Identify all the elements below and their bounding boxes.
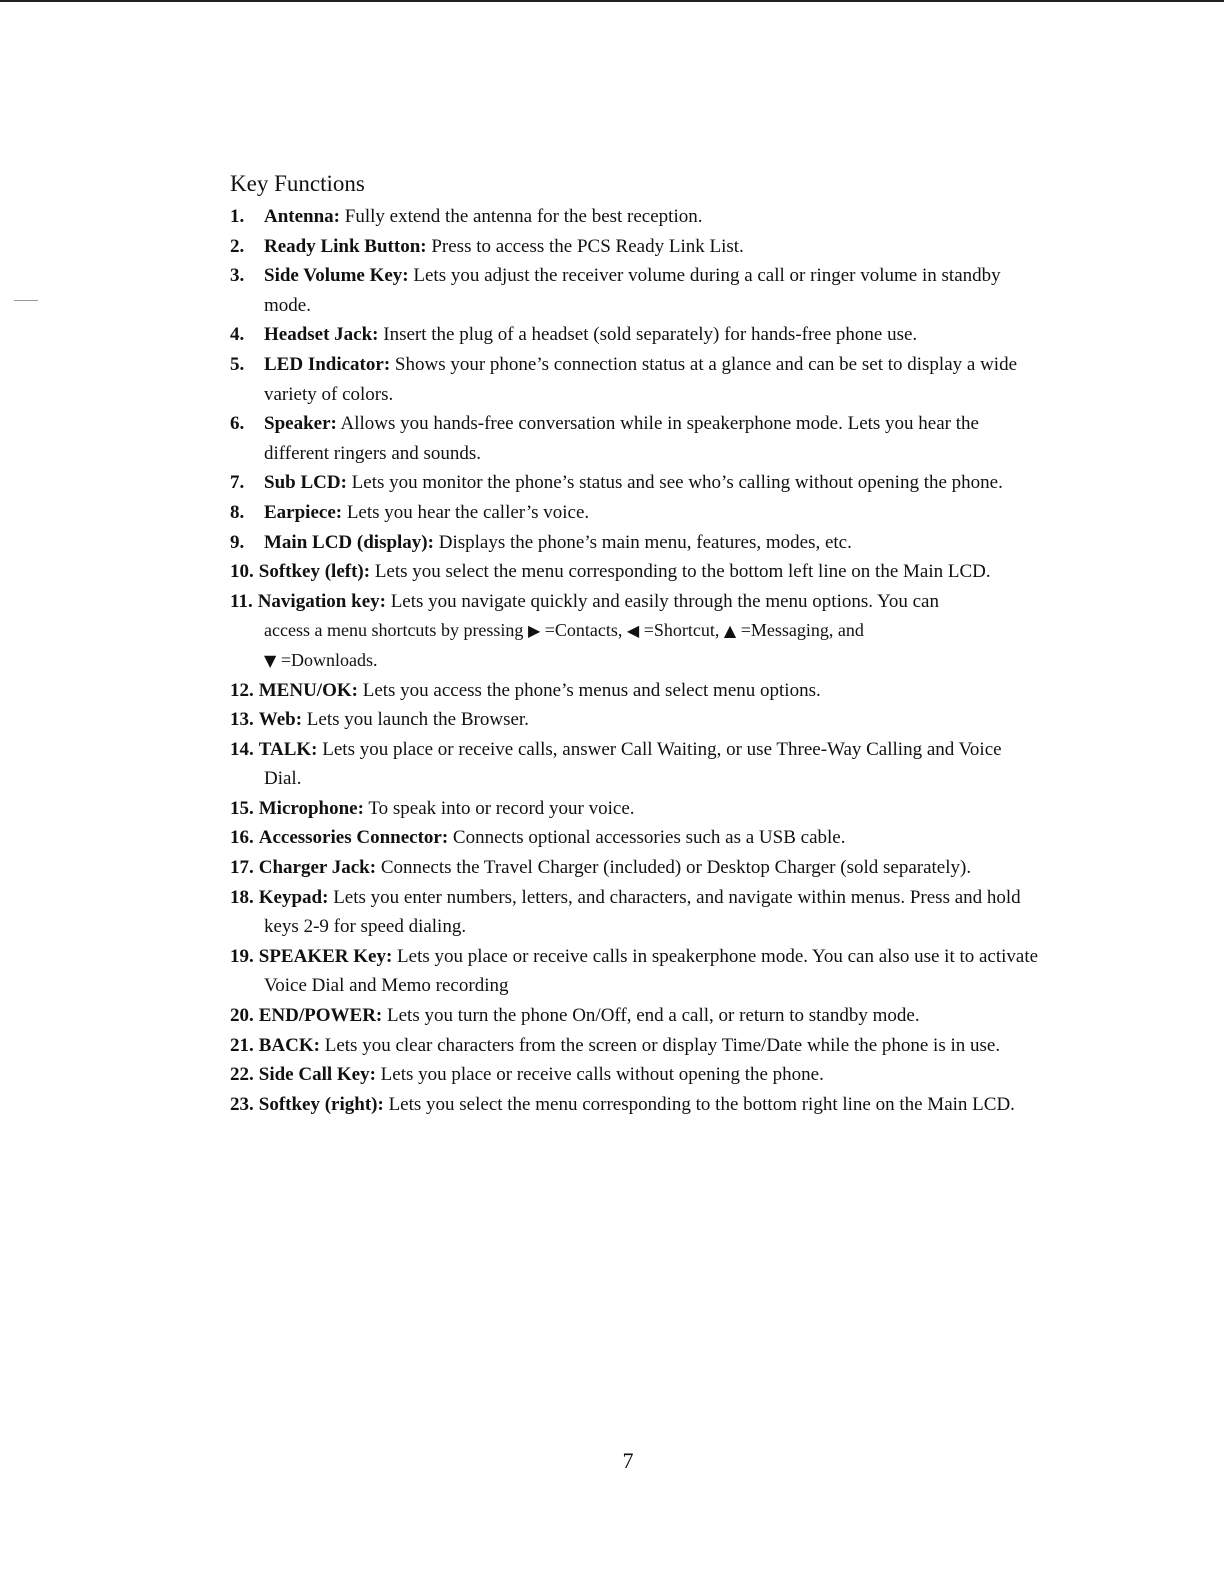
item-term: Sub LCD: — [264, 472, 347, 494]
top-rule — [0, 0, 1224, 2]
item-text: Shows your phone’s connection status at a glance and can be set to display a wide variety of colors. — [264, 353, 1017, 405]
page-number: 7 — [622, 1448, 634, 1473]
item-number: 15. — [230, 797, 254, 819]
list-item — [230, 1060, 1040, 1090]
list-item — [230, 409, 1040, 468]
item-text: To speak into or record your voice. — [363, 797, 635, 819]
item-text: Lets you enter numbers, letters, and characters, and navigate within menus. Press and hold keys 2-9 for speed dialing. — [264, 886, 1021, 938]
list-item — [230, 676, 1040, 706]
item-text: Lets you turn the phone On/Off, end a call, or return to standby mode. — [382, 1005, 920, 1027]
list-item — [230, 1090, 1040, 1120]
list-item — [230, 883, 1040, 942]
item-number: 6. — [230, 413, 245, 435]
item-term: Side Volume Key: — [264, 265, 409, 287]
up-arrow-icon: ▲ — [723, 621, 737, 641]
shortcut-up-label: =Messaging, and — [740, 620, 864, 641]
item-number: 1. — [230, 206, 245, 227]
shortcut-left-label: =Shortcut, — [643, 620, 720, 641]
item-text: Lets you select the menu corresponding to the bottom right line on the Main LCD. — [383, 1093, 1015, 1115]
item-term: Accessories Connector: — [258, 827, 449, 849]
item-text: Lets you place or receive calls, answer Call Waiting, or use Three-Way Calling and Voice Dial. — [264, 738, 1002, 790]
item-text: Lets you hear the caller’s voice. — [342, 501, 590, 523]
list-item — [230, 498, 1040, 528]
right-arrow-icon: ▶ — [527, 621, 541, 641]
item-term: Antenna: — [264, 206, 341, 227]
down-arrow-icon: ▼ — [264, 650, 277, 670]
item-term: Web: — [258, 709, 303, 731]
list-item — [230, 735, 1040, 794]
item-number: 20. — [230, 1005, 254, 1027]
item-number: 5. — [230, 353, 245, 375]
list-item — [230, 794, 1040, 824]
list-item — [230, 942, 1040, 1001]
item-text: Lets you monitor the phone’s status and see who’s calling without opening the phone. — [346, 472, 1003, 494]
list-item — [230, 261, 1040, 320]
item-text: Lets you navigate quickly and easily through the menu options. You can — [385, 590, 939, 612]
page-content — [230, 170, 1040, 1119]
item-number: 2. — [230, 235, 245, 257]
list-item — [230, 853, 1040, 883]
item-term: Main LCD (display): — [264, 531, 434, 553]
item-text: Lets you clear characters from the screen or display Time/Date while the phone is in use. — [319, 1034, 1001, 1056]
item-text: Connects optional accessories such as a USB cable. — [448, 827, 846, 849]
item-text: Lets you launch the Browser. — [302, 709, 529, 731]
item-number: 23. — [230, 1093, 254, 1115]
shortcut-right-label: =Contacts, — [544, 620, 623, 641]
item-number: 9. — [230, 531, 245, 553]
item-term: LED Indicator: — [264, 353, 391, 375]
item-number: 11. — [230, 590, 253, 612]
item-term: Softkey (left): — [258, 561, 371, 583]
list-item — [230, 528, 1040, 558]
list-item — [230, 823, 1040, 853]
item-number: 13. — [230, 709, 254, 731]
nav-shortcuts-line — [264, 620, 864, 670]
item-number: 8. — [230, 501, 245, 523]
list-item — [230, 468, 1040, 498]
item-term: Keypad: — [258, 886, 329, 908]
item-number: 12. — [230, 679, 254, 701]
item-number: 21. — [230, 1034, 254, 1056]
item-term: Ready Link Button: — [264, 235, 427, 257]
shortcut-down-label: =Downloads. — [280, 649, 378, 670]
item-term: Navigation key: — [257, 590, 386, 612]
item-text: Lets you adjust the receiver volume during a call or ringer volume in standby mode. — [264, 265, 1001, 316]
item-text: Insert the plug of a headset (sold separately) for hands-free phone use. — [378, 324, 918, 346]
nav-shortcuts-intro: access a menu shortcuts by pressing — [264, 620, 524, 641]
item-text: Displays the phone’s main menu, features, modes, etc. — [433, 531, 852, 553]
item-term: TALK: — [258, 738, 318, 760]
list-item — [230, 587, 1040, 676]
item-text: Lets you select the menu corresponding to the bottom left line on the Main LCD. — [370, 561, 991, 583]
list-item — [230, 232, 1040, 262]
list-item — [230, 705, 1040, 735]
item-term: BACK: — [258, 1034, 320, 1056]
item-number: 19. — [230, 945, 254, 967]
margin-mark — [14, 300, 38, 301]
item-term: Earpiece: — [264, 501, 343, 523]
item-term: Headset Jack: — [264, 324, 379, 346]
item-text: Allows you hands-free conversation while in speakerphone mode. Lets you hear the different ringers and sounds. — [264, 413, 979, 464]
item-term: Microphone: — [258, 797, 364, 819]
item-number: 18. — [230, 886, 254, 908]
item-term: Side Call Key: — [258, 1064, 376, 1086]
key-functions-list — [230, 202, 1040, 1119]
item-number: 22. — [230, 1064, 254, 1086]
item-number: 4. — [230, 324, 245, 346]
item-text: Press to access the PCS Ready Link List. — [426, 235, 744, 257]
item-term: Charger Jack: — [258, 857, 377, 879]
item-term: Speaker: — [264, 413, 337, 435]
item-term: END/POWER: — [258, 1005, 383, 1027]
item-number: 17. — [230, 857, 254, 879]
list-item — [230, 1001, 1040, 1031]
item-text: Lets you place or receive calls in speakerphone mode. You can also use it to activate Voice Dial and Memo recording — [264, 945, 1039, 997]
item-number: 3. — [230, 265, 245, 287]
item-number: 10. — [230, 561, 254, 583]
list-item — [230, 350, 1040, 409]
page-title: Key Functions — [230, 171, 365, 196]
left-arrow-icon: ◀ — [626, 621, 640, 641]
list-item — [230, 1031, 1040, 1061]
list-item — [230, 557, 1040, 587]
item-number: 7. — [230, 472, 245, 494]
item-text: Lets you place or receive calls without opening the phone. — [375, 1064, 824, 1086]
list-item — [230, 202, 1040, 232]
item-text: Fully extend the antenna for the best reception. — [340, 206, 703, 227]
item-term: MENU/OK: — [258, 679, 358, 701]
item-text: Connects the Travel Charger (included) or Desktop Charger (sold separately). — [376, 857, 972, 879]
item-text: Lets you access the phone’s menus and select menu options. — [357, 679, 821, 701]
list-item — [230, 320, 1040, 350]
item-number: 14. — [230, 738, 254, 760]
item-number: 16. — [230, 827, 254, 849]
item-term: SPEAKER Key: — [258, 945, 393, 967]
item-term: Softkey (right): — [258, 1093, 384, 1115]
